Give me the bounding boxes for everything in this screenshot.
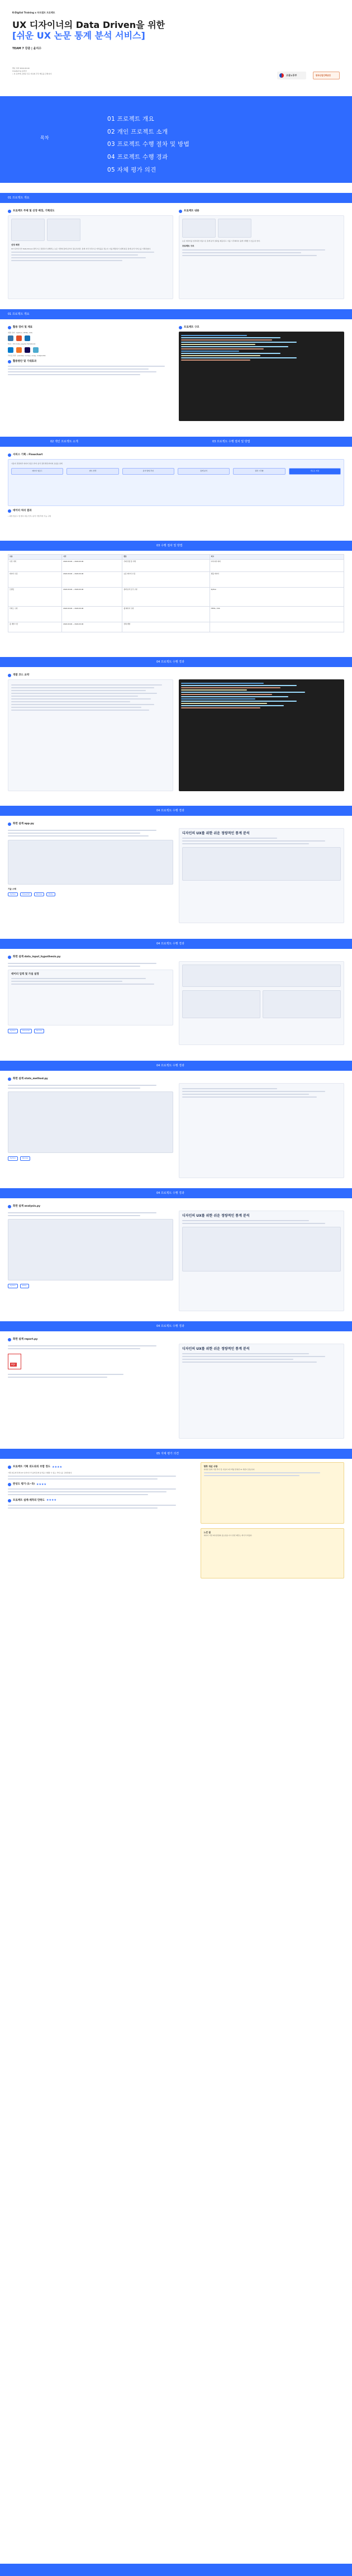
toc-item[interactable]: 02 개인 프로젝트 소개 <box>107 128 168 135</box>
hrdk-logo-text: 한국산업인력공단 <box>316 74 331 77</box>
overview-right <box>179 206 344 299</box>
data-input-diagram <box>179 961 344 1045</box>
tools-line: 라이브러리 : pandas, numpy, scipy, matplotlib <box>8 354 46 357</box>
section-band-progress-4 <box>0 1061 352 1071</box>
table-header: 기간 <box>62 555 122 560</box>
section-heading: 화면 설계 stats_method.py <box>8 1077 344 1081</box>
section-overview <box>0 203 352 309</box>
cover-top-label: K-Digital Training x 부트캠프 프로젝트 <box>12 11 55 14</box>
section-app <box>0 816 352 939</box>
table-row <box>8 587 344 606</box>
section-band-title: 04 프로젝트 수행 경과 <box>156 1325 184 1328</box>
tech-tag: Pandas <box>34 1029 45 1033</box>
section-band-title: 04 프로젝트 수행 경과 <box>156 809 184 812</box>
toc-label: 목차 <box>40 135 49 140</box>
section-band-progress <box>0 657 352 667</box>
flow-node: 리포트 저장 <box>289 468 341 475</box>
table-cell: 서비스 구현 <box>8 606 62 622</box>
evaluation-left <box>8 1462 195 1578</box>
section-band-title: 02 개인 프로젝트 소개 <box>50 440 78 443</box>
section-band-title: 04 프로젝트 수행 경과 <box>156 942 184 946</box>
app-desc <box>8 828 173 923</box>
section-band-title: 05 자체 평가 의견 <box>156 1452 179 1455</box>
hrdk-logo <box>313 72 340 79</box>
section-band-title: 04 프로젝트 수행 경과 <box>156 660 184 664</box>
overview-left-box <box>8 215 173 299</box>
flowchart-box <box>8 459 344 506</box>
table-header: 활동 <box>122 555 210 560</box>
app-preview-title: 디자인의 UX를 위한 쉬운 정량적인 통계 분석 <box>182 831 250 835</box>
tech-tag: Python <box>8 1029 18 1033</box>
overview-body: UX 디자이너가 Data Driven 방식으로 결정하기 위해서는 논문 기반의 통계 분석이 필요하지만, 통계 지식 부족으로 어려움을 겪는다. 이를 해결하기 위해 쉬운 통계 분석 서비스를 기획하였다. <box>11 247 151 250</box>
flowchart-desc: 사용자 관점에서 데이터 업로드부터 분석 결과 확인까지의 흐름을 설계 <box>11 462 63 465</box>
ministry-logo <box>277 72 306 79</box>
overview-image <box>47 219 80 241</box>
pdf-label: PDF <box>11 1363 16 1366</box>
data-input-left <box>8 961 173 1045</box>
section-heading: 프로젝트 내용 <box>179 210 344 213</box>
analysis-right <box>179 1211 344 1311</box>
section-heading: 프로젝트 구조 <box>179 326 344 329</box>
eval-heading-text: 프로젝트 기획 의도와의 부합 정도 <box>13 1466 51 1469</box>
diagram-image <box>182 965 341 987</box>
data-input-right <box>179 961 344 1045</box>
section-heading: 활용 장비 및 재료 <box>8 326 173 329</box>
table-cell <box>210 622 344 632</box>
section-report <box>0 1331 352 1449</box>
cover-meta-line: 발표 일자 2024.00.00 <box>12 67 30 69</box>
analysis-chart <box>182 1227 341 1272</box>
tools-line: 개발 언어 : Python, HTML, CSS <box>8 332 32 334</box>
data-input-box <box>8 970 173 1025</box>
app-screenshot <box>8 840 173 885</box>
cover-logos <box>277 72 340 79</box>
analysis-box <box>179 1211 344 1311</box>
section-heading: 화면 설계 data_input_hypothesis.py <box>8 956 344 959</box>
note-heading: 향후 개선 사항 <box>203 1465 218 1468</box>
tools-left <box>8 323 173 421</box>
cover-team: TEAM 7 강증 | 윤지수 <box>12 46 42 50</box>
table-row <box>8 571 344 587</box>
cover-title-line2: [쉬운 UX 논문 통계 분석 서비스] <box>12 30 145 41</box>
eval-heading-text: 완성도 평가 (1~5) <box>13 1483 35 1486</box>
toc-item[interactable]: 03 프로젝트 수행 절차 및 방법 <box>107 141 190 148</box>
code-editor <box>179 679 344 791</box>
section-band-progress-2 <box>0 806 352 816</box>
tools-line: Tool : VS Code, Jupyter Notebook <box>8 343 36 346</box>
toc-list <box>107 116 189 179</box>
analysis-left <box>8 1211 173 1311</box>
table-cell: 논문 데이터 수집 <box>122 571 210 587</box>
schedule-table <box>8 554 344 632</box>
eval-heading <box>8 1483 195 1487</box>
eval-heading-text: 프로젝트 설계·제작의 만족도 <box>13 1499 45 1502</box>
table-row <box>8 559 344 571</box>
section-band-overview <box>0 193 352 203</box>
section-analysis <box>0 1198 352 1321</box>
toc-item[interactable]: 04 프로젝트 수행 경과 <box>107 153 168 160</box>
tech-tags <box>8 892 173 897</box>
table-cell: 아이디어 회의 <box>210 559 344 571</box>
ministry-logo-text: 고용노동부 <box>286 74 297 77</box>
table-cell: 2024.00.00 ~ 2024.00.00 <box>62 587 122 606</box>
section-schedule <box>0 551 352 657</box>
table-cell: 모델링 <box>8 587 62 606</box>
app-preview <box>179 828 344 923</box>
section-heading: 서비스 기획 : Flowchart <box>8 453 344 457</box>
section-heading: 개발 코드 요약 <box>8 674 344 677</box>
table-cell: 주제 선정 및 기획 <box>122 559 210 571</box>
rating-stars: ★★★★ <box>52 1466 63 1469</box>
css-icon <box>25 335 30 341</box>
tech-tag: Plotly <box>46 892 55 897</box>
section-band-progress-5 <box>0 1188 352 1198</box>
app-preview-box <box>179 828 344 923</box>
section-band-title: 04 프로젝트 수행 경과 <box>156 1064 184 1067</box>
report-box <box>179 1344 344 1439</box>
overview-left <box>8 206 173 299</box>
table-cell: HTML / CSS <box>210 606 344 622</box>
tech-tags <box>8 1156 173 1161</box>
flow-node: 변수 선택 <box>66 468 118 475</box>
flow-node: 데이터 업로드 <box>11 468 63 475</box>
footer-bar <box>0 2564 352 2576</box>
rating-stars: ★★★★ <box>46 1499 56 1502</box>
cover-title <box>12 20 340 41</box>
section-band-title: 03 프로젝트 수행 절차 및 방법 <box>212 440 250 443</box>
data-input-title: 데이터 입력 및 가설 설정 <box>11 973 39 976</box>
tech-tag: Streamlit <box>20 1029 32 1033</box>
eval-heading <box>8 1499 195 1502</box>
app-preview-image <box>182 847 341 881</box>
section-heading: 화면 설계 analysis.py <box>8 1205 344 1208</box>
ministry-emblem-icon <box>279 73 284 78</box>
tool-icons <box>8 335 173 341</box>
report-left <box>8 1344 173 1439</box>
tech-stack-heading: 기술 스택 <box>8 888 16 890</box>
note-body: 데이터 기반 의사결정의 중요성을 다시 한번 깨닫는 계기가 되었다. <box>203 1534 253 1537</box>
section-band-title: 04 프로젝트 수행 경과 <box>156 1192 184 1195</box>
flow-node: 분석 방법 추천 <box>122 468 174 475</box>
pandas-icon <box>25 347 30 353</box>
table-cell: 샘플 데이터 <box>210 571 344 587</box>
tech-tag: Pandas <box>20 1156 31 1161</box>
table-cell: 통계 분석 로직 구현 <box>122 587 210 606</box>
section-band-overview-2 <box>0 309 352 319</box>
table-cell: 2024.00.00 ~ 2024.00.00 <box>62 571 122 587</box>
table-cell: 2024.00.00 ~ 2024.00.00 <box>62 559 122 571</box>
code-summary-box <box>8 679 173 791</box>
table-cell: 2024.00.00 ~ 2024.00.00 <box>62 606 122 622</box>
tech-tag: Python <box>8 1284 18 1288</box>
table-of-contents <box>0 96 352 183</box>
code-screenshot <box>179 679 344 791</box>
overview-image <box>11 219 45 241</box>
cover-meta-line: • 본 문서에 포함된 모든 자료의 무단 배포를 금합니다. <box>12 72 53 75</box>
flowchart-bullet: • 파일 업로드 및 변수 자동 인식, 분석 기법 추천 기능 구현 <box>8 515 51 518</box>
table-row <box>8 606 344 622</box>
stats-box <box>179 1083 344 1178</box>
analysis-title: 디자인의 UX를 위한 쉬운 정량적인 통계 분석 <box>182 1214 250 1218</box>
section-data-input <box>0 949 352 1061</box>
code-table <box>8 679 173 791</box>
diagram-image <box>263 990 341 1018</box>
toc-item[interactable]: 01 프로젝트 개요 <box>107 116 154 122</box>
project-structure-code <box>179 332 344 421</box>
python-icon <box>8 335 13 341</box>
table-header: 구분 <box>8 555 62 560</box>
diagram-image <box>182 990 260 1018</box>
jupyter-icon <box>16 347 22 353</box>
section-code <box>0 667 352 806</box>
section-heading: 활용방안 및 기대효과 <box>8 360 173 363</box>
flow-node: 통계 분석 <box>178 468 230 475</box>
eval-body: 기획 의도에 맞게 UX 디자이너가 쉽게 통계 분석을 수행할 수 있는 서비스를 구현하였다. <box>8 1471 73 1474</box>
section-band-title: 01 프로젝트 개요 <box>8 313 30 316</box>
section-band-evaluation <box>0 1449 352 1459</box>
stats-screenshot <box>8 1091 173 1153</box>
html-icon <box>16 335 22 341</box>
tech-tags <box>8 1029 173 1033</box>
table-cell: Python <box>210 587 344 606</box>
overview-subheading: 프로젝트 구조 <box>182 245 194 248</box>
table-cell: 총 개발 기간 <box>8 622 62 632</box>
table-cell: 전체 개발 <box>122 622 210 632</box>
evaluation-right <box>201 1462 344 1578</box>
section-stats-method <box>0 1071 352 1188</box>
numpy-icon <box>33 347 39 353</box>
section-heading: 화면 설계 report.py <box>8 1338 344 1341</box>
table-cell: 웹 페이지 구현 <box>122 606 210 622</box>
section-flowchart <box>0 447 352 541</box>
eval-heading <box>8 1466 195 1469</box>
note-body: 다양한 통계 기법 추가 및 사용자 피드백을 반영한 UI 개선이 필요하다. <box>203 1468 255 1471</box>
section-band-title: 01 프로젝트 개요 <box>8 196 30 200</box>
cover <box>0 0 352 96</box>
pdf-icon <box>8 1354 21 1369</box>
table-cell: 사전 기획 <box>8 559 62 571</box>
overview-image <box>182 219 216 238</box>
report-title: 디자인의 UX를 위한 쉬운 정량적인 통계 분석 <box>182 1347 250 1351</box>
section-band-intro <box>0 437 352 447</box>
analysis-screenshot <box>8 1219 173 1280</box>
tech-tag: Streamlit <box>20 892 32 897</box>
tech-tag: Python <box>8 1156 18 1161</box>
section-heading: 프로젝트 주제 및 선정 배경, 기획의도 <box>8 210 173 213</box>
tech-tag: Pandas <box>34 892 45 897</box>
section-heading: 화면 설계 app.py <box>8 823 344 826</box>
flowchart <box>11 468 341 475</box>
note-heading: 느낀 점 <box>203 1531 211 1534</box>
table-header: 비고 <box>210 555 344 560</box>
section-band-progress-3 <box>0 939 352 949</box>
rating-stars: ★★★★ <box>36 1482 46 1486</box>
tech-tags <box>8 1284 173 1288</box>
overview-subheading: 선정 배경 <box>11 244 20 246</box>
stats-left <box>8 1083 173 1178</box>
toc-item[interactable]: 05 자체 평가 의견 <box>107 166 156 173</box>
table-row <box>8 622 344 632</box>
tool-icons <box>8 347 173 353</box>
section-band-procedure <box>0 541 352 551</box>
cover-title-line1: UX 디자이너의 Data Driven을 위한 <box>12 20 165 31</box>
tech-tag: Python <box>8 892 18 897</box>
section-band-progress-6 <box>0 1321 352 1331</box>
table-cell: 2024.00.00 ~ 2024.00.00 <box>62 622 122 632</box>
overview-right-body: 논문 데이터를 입력하면 자동으로 통계 분석 결과를 제공하고, 이를 시각화하여 쉽게 이해할 수 있도록 한다. <box>182 240 260 242</box>
tools-right <box>179 323 344 421</box>
section-heading: 데이터 처리 결과 <box>8 509 344 513</box>
cover-meta-line: Created by 윤지수 <box>12 69 27 72</box>
section-evaluation <box>0 1459 352 1627</box>
improvement-note <box>201 1462 344 1524</box>
table-cell: 데이터 수집 <box>8 571 62 587</box>
reflection-note <box>201 1528 344 1578</box>
flow-node: 결과 시각화 <box>233 468 285 475</box>
overview-image <box>218 219 251 238</box>
section-band-title: 03 수행 절차 및 방법 <box>156 544 183 547</box>
tech-tag: Plotly <box>20 1284 29 1288</box>
cover-meta <box>12 67 52 75</box>
vscode-icon <box>8 347 13 353</box>
overview-right-box <box>179 215 344 299</box>
report-right <box>179 1344 344 1439</box>
stats-right <box>179 1083 344 1178</box>
section-tools <box>0 319 352 437</box>
